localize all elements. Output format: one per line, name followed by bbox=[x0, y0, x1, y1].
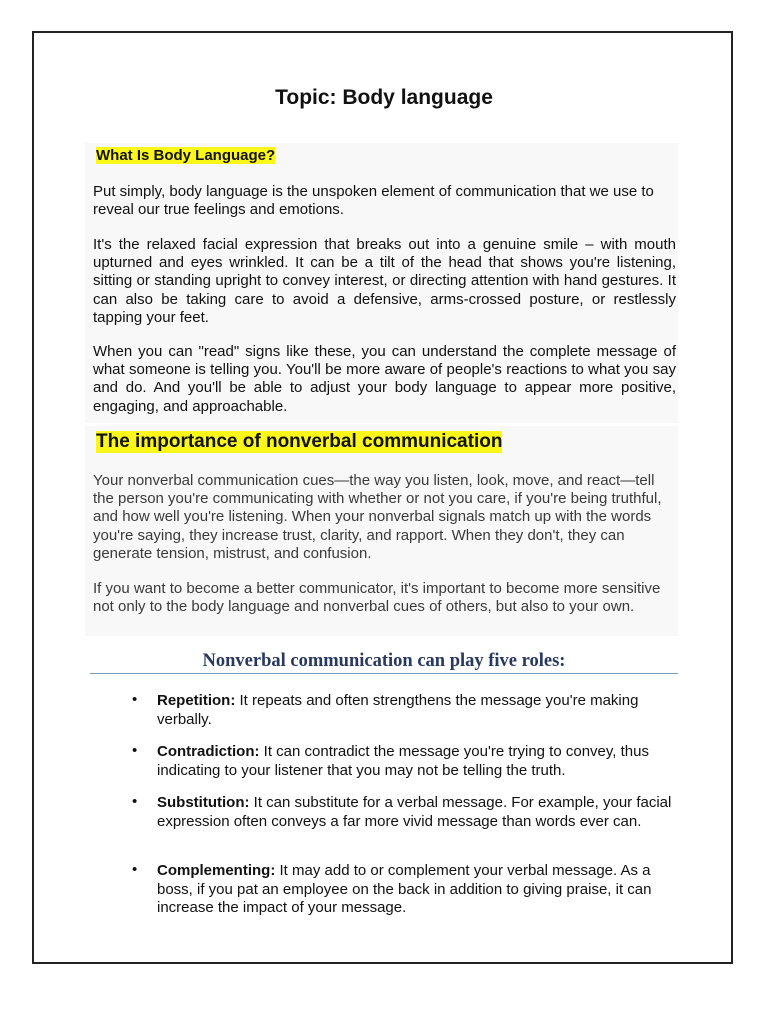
role-description: It repeats and often strengthens the message you're making verbally. bbox=[157, 692, 639, 728]
bullet-icon: • bbox=[132, 861, 138, 878]
role-term: Repetition: bbox=[157, 692, 236, 709]
role-term: Contradiction: bbox=[157, 743, 260, 760]
paragraph-reading-signs: When you can "read" signs like these, you can understand the complete message of what someone is telling you. You'll be more aware of people's reactions to what you say and do. And you'll be able to adjust your body language to appear more positive, engaging, and approachable. bbox=[93, 343, 676, 415]
list-item-contradiction bbox=[132, 742, 677, 780]
section-heading-wrapper bbox=[93, 431, 682, 453]
list-item-complementing bbox=[132, 861, 677, 918]
role-term: Complementing: bbox=[157, 862, 276, 879]
roles-heading: Nonverbal communication can play five roles: bbox=[202, 651, 566, 671]
paragraph-better-communicator: If you want to become a better communicator, it's important to become more sensitive not only to the body language and nonverbal cues of others, but also to your own. bbox=[93, 580, 661, 616]
bullet-icon: • bbox=[132, 691, 138, 708]
role-term: Substitution: bbox=[157, 794, 250, 811]
paragraph-examples: It's the relaxed facial expression that breaks out into a genuine smile – with mouth upturned and eyes wrinkled. It can be a tilt of the head that shows you're listening, sitting or standing upright to convey interest, or directing attention with hand gestures. It can also be taking care to avoid a defensive, arms-crossed posture, or restlessly tapping your feet. bbox=[93, 236, 676, 326]
section-heading-importance: The importance of nonverbal communication bbox=[96, 431, 503, 452]
role-description: It may add to or complement your verbal message. As a boss, if you pat an employee on the back in addition to giving praise, it can increase the impact of your message. bbox=[157, 862, 652, 916]
role-description: It can substitute for a verbal message. For example, your facial expression often conveys a far more vivid message than words ever can. bbox=[157, 794, 672, 830]
section-heading-what-is-body-language: What Is Body Language? bbox=[96, 147, 276, 164]
list-item-substitution bbox=[132, 793, 677, 831]
bullet-icon: • bbox=[132, 793, 138, 810]
paragraph-cues: Your nonverbal communication cues—the way you listen, look, move, and react—tell the person you're communicating with whether or not you care, if you're being truthful, and how well you're listening. When your nonverbal signals match up with the words you're saying, they increase trust, clarity, and rapport. When they don't, they can generate tension, mistrust, and confusion. bbox=[93, 472, 662, 562]
list-item-repetition bbox=[132, 691, 677, 729]
page-title: Topic: Body language bbox=[275, 86, 493, 109]
role-description: It can contradict the message you're trying to convey, thus indicating to your listener that you may not be telling the truth. bbox=[157, 743, 649, 779]
divider bbox=[90, 673, 678, 674]
section-heading-wrapper bbox=[93, 146, 682, 165]
paragraph-definition: Put simply, body language is the unspoken element of communication that we use to reveal our true feelings and emotions. bbox=[93, 183, 654, 219]
bullet-icon: • bbox=[132, 742, 138, 759]
